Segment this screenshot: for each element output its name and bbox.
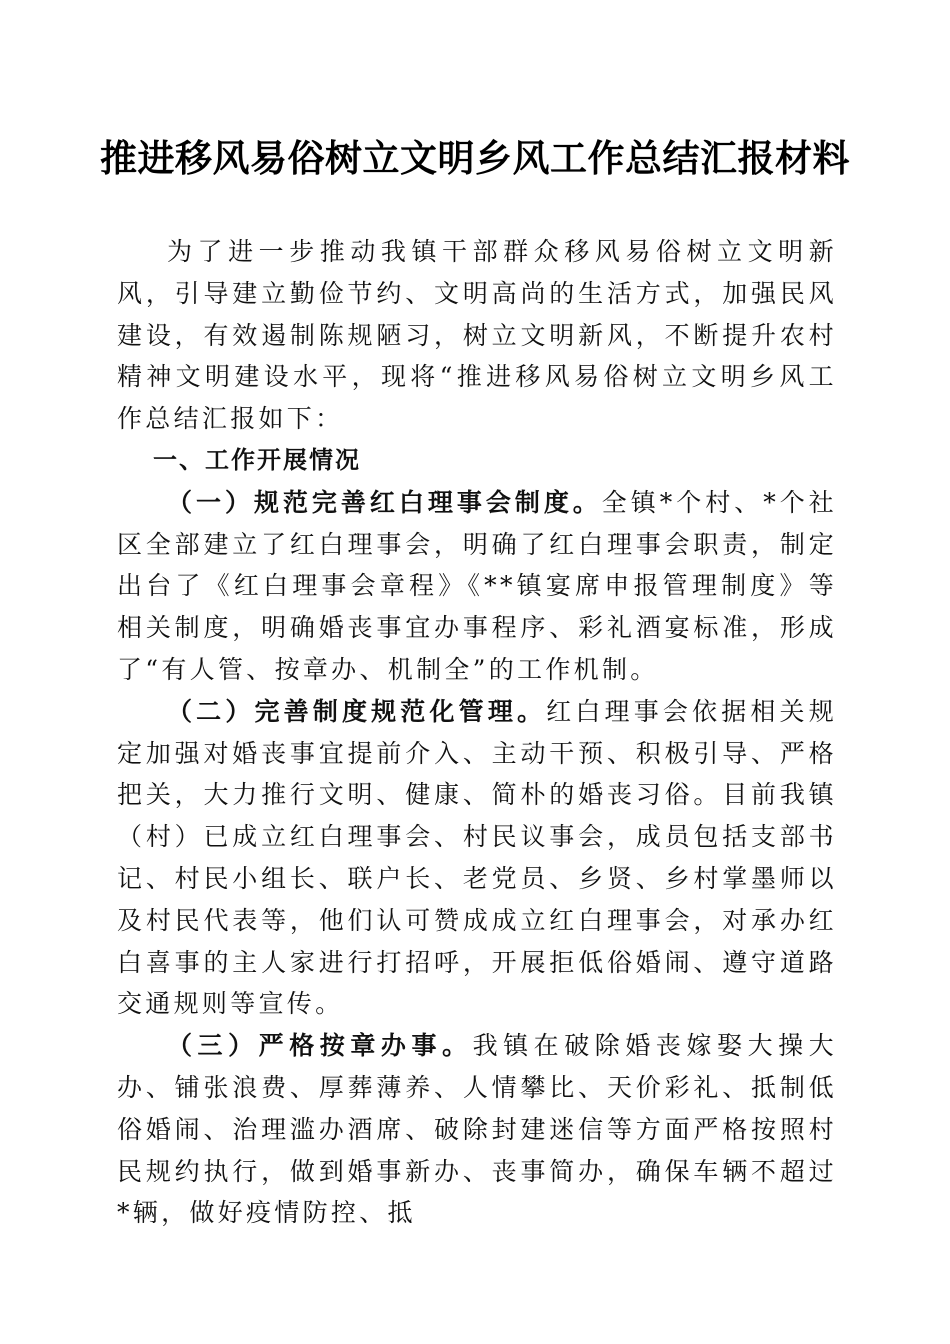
- paragraph-item-3: [117, 1025, 837, 1234]
- intro-paragraph: 为了进一步推动我镇干部群众移风易俗树立文明新风，引导建立勤俭节约、文明高尚的生活方式，加强民风建设，有效遏制陈规陋习，树立文明新风，不断提升农村精神文明建设水平，现将“推进移风易俗树立文明乡风工作总结汇报如下：: [117, 237, 837, 434]
- item-text: 全镇*个村、*个社区全部建立了红白理事会，明确了红白理事会职责，制定出台了《红白理事会章程》《**镇宴席申报管理制度》等相关制度，明确婚丧事宜办事程序、彩礼酒宴标准，形成了“有人管、按章办、机制全”的工作机制。: [117, 487, 837, 684]
- document-body: [117, 231, 837, 1234]
- paragraph-item-2: [117, 691, 837, 1025]
- paragraph-item-1: [117, 482, 837, 691]
- item-subtitle: （二）完善制度规范化管理。: [167, 696, 547, 726]
- item-subtitle: （三）严格按章办事。: [167, 1031, 473, 1061]
- section-heading: 一、工作开展情况: [153, 445, 361, 474]
- item-text: 我镇在破除婚丧嫁娶大操大办、铺张浪费、厚葬薄养、人情攀比、天价彩礼、抵制低俗婚闹、治理滥办酒席、破除封建迷信等方面严格按照村民规约执行，做到婚事新办、丧事简办，确保车辆不超过*辆，做好疫情防控、抵: [117, 1031, 837, 1228]
- item-subtitle: （一）规范完善红白理事会制度。: [167, 487, 602, 517]
- document-title: 推进移风易俗树立文明乡风工作总结汇报材料: [100, 136, 850, 180]
- item-text: 红白理事会依据相关规定加强对婚丧事宜提前介入、主动干预、积极引导、严格把关，大力推行文明、健康、简朴的婚丧习俗。目前我镇（村）已成立红白理事会、村民议事会，成员包括支部书记、村民小组长、联户长、老党员、乡贤、乡村掌墨师以及村民代表等，他们认可赞成成立红白理事会，对承办红白喜事的主人家进行打招呼，开展拒低俗婚闹、遵守道路交通规则等宣传。: [117, 696, 837, 1019]
